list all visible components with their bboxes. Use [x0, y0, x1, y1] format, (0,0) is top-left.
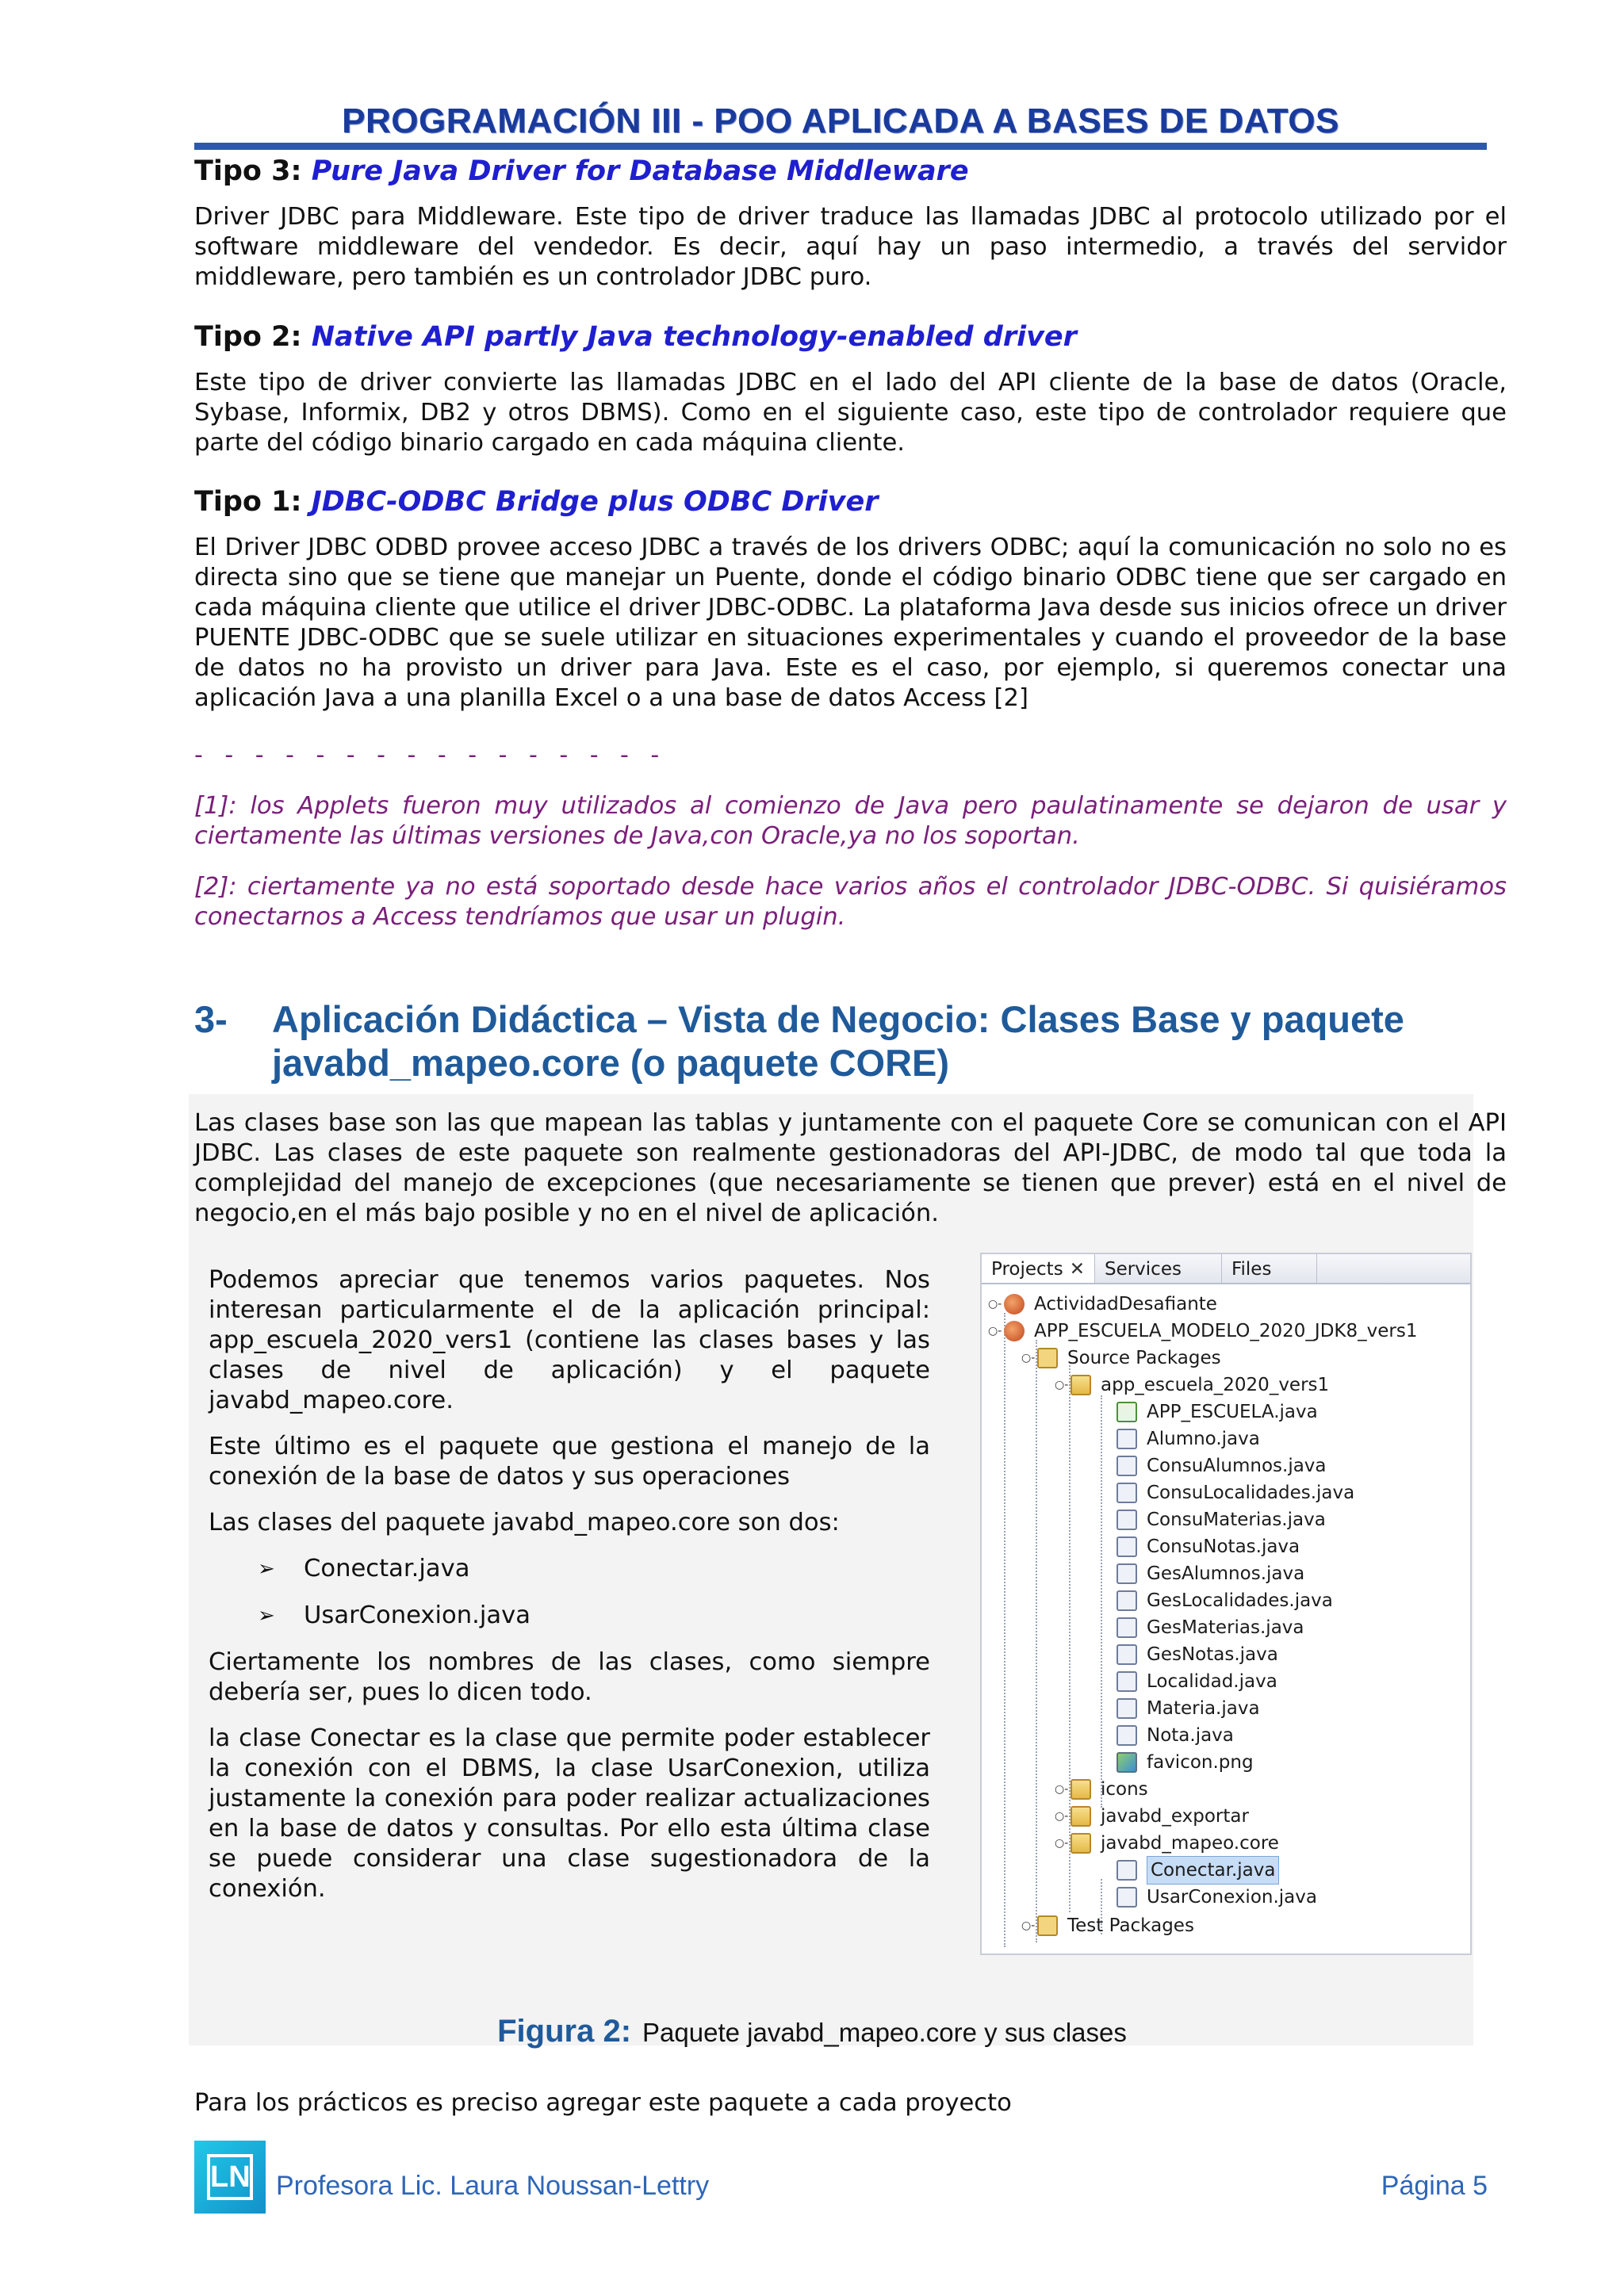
tree-guide-line: [1101, 1395, 1102, 1808]
package-icon: [1071, 1833, 1091, 1854]
section-intro: Las clases base son las que mapean las tablas y juntamente con el paquete Core se comunican con el API JDBC. Las clases de este paquete son realmente gestionadoras del API-JDBC, de modo tal que toda la complejidad del manejo de excepciones (que necesariamente se tienen que prever) está en el nivel de negocio,en el más bajo posible y no en el nivel de aplicación.: [194, 1109, 1507, 1227]
figure-label: Figura 2:: [497, 2014, 632, 2049]
tree-node-label: Localidad.java: [1147, 1671, 1277, 1692]
tree-guide-line: [1036, 1340, 1037, 1942]
tree-node-label: favicon.png: [1147, 1752, 1254, 1773]
java-class-icon: [1116, 1644, 1137, 1665]
tree-node-file[interactable]: [1116, 1668, 1277, 1695]
close-icon[interactable]: ✕: [1069, 1259, 1085, 1280]
java-class-icon: [1116, 1483, 1137, 1503]
tree-node-label: icons: [1101, 1779, 1148, 1800]
java-class-icon: [1116, 1860, 1137, 1881]
page-header-title: PROGRAMACIÓN III - POO APLICADA A BASES DE DATOS: [342, 101, 1339, 140]
section-intro-block: [194, 1108, 1507, 1229]
tree-node-label: javabd_exportar: [1101, 1806, 1249, 1827]
tree-node-file[interactable]: [1116, 1452, 1327, 1479]
bullet-item: [258, 1554, 930, 1584]
tree-node-file[interactable]: [1116, 1399, 1318, 1425]
section-title-line2: javabd_mapeo.core (o paquete CORE): [272, 1042, 950, 1084]
tree-node-label: ConsuNotas.java: [1147, 1536, 1300, 1557]
tree-node-label: app_escuela_2020_vers1: [1101, 1375, 1330, 1395]
java-class-icon: [1116, 1429, 1137, 1449]
tipo1-name: JDBC-ODBC Bridge plus ODBC Driver: [311, 486, 879, 518]
tree-node-label: javabd_mapeo.core: [1101, 1833, 1279, 1854]
tree-node-file[interactable]: [1116, 1479, 1354, 1506]
tree-node-file[interactable]: [1116, 1425, 1260, 1452]
project-tree-panel: [980, 1253, 1472, 1955]
tree-node-file[interactable]: [1116, 1749, 1254, 1776]
tree-node-package[interactable]: [1055, 1776, 1148, 1803]
tree-node-file[interactable]: [1116, 1614, 1304, 1641]
tree-node-file[interactable]: [1116, 1560, 1304, 1587]
closing-paragraph: Para los prácticos es preciso agregar este paquete a cada proyecto: [194, 2089, 1012, 2117]
footnote-separator: - - - - - - - - - - - - - - - -: [194, 741, 667, 769]
package-icon: [1071, 1779, 1091, 1800]
tab-label: Services: [1104, 1259, 1182, 1280]
tipo2-section: [194, 319, 1507, 458]
left-paragraph-1: Podemos apreciar que tenemos varios paquetes. Nos interesan particularmente el de la aplicación principal: app_escuela_2020_vers1 (contiene las clases bases y las clases de nivel de aplicación) y el paquete javabd_mapeo.core.: [209, 1266, 930, 1414]
tree-node-label: ConsuLocalidades.java: [1147, 1483, 1355, 1503]
tree-node-file[interactable]: [1116, 1506, 1326, 1533]
java-class-icon: [1116, 1725, 1137, 1746]
tipo3-name: Pure Java Driver for Database Middleware: [311, 155, 969, 187]
java-class-icon: [1116, 1671, 1137, 1692]
section-heading: [194, 997, 1463, 1085]
footnote-2: [2]: ciertamente ya no está soportado desde hace varios años el controlador JDBC-ODBC. Si quisiéramos conectarnos a Access tendríamos que usar un plugin.: [194, 873, 1507, 931]
tree-node-file[interactable]: [1116, 1722, 1234, 1749]
tree-node-label: ActividadDesafiante: [1034, 1294, 1217, 1314]
logo-mark: LN: [207, 2154, 253, 2200]
left-column: [209, 1265, 930, 1920]
tree-node-label: Conectar.java: [1147, 1856, 1279, 1885]
java-class-icon: [1116, 1563, 1137, 1584]
expanded-toggle-icon[interactable]: ○-: [988, 1325, 1002, 1337]
tab-label: Projects: [991, 1259, 1063, 1280]
tree-node-label: GesAlumnos.java: [1147, 1563, 1305, 1584]
tree-node-project[interactable]: [988, 1318, 1417, 1345]
tree-node-file[interactable]: [1116, 1587, 1333, 1614]
collapsed-toggle-icon[interactable]: ○-: [1055, 1810, 1069, 1823]
tree-node-package[interactable]: [1055, 1372, 1329, 1399]
left-paragraph-2: Este último es el paquete que gestiona el manejo de la conexión de la base de datos y sus operaciones: [209, 1433, 930, 1490]
tree-node-package[interactable]: [1055, 1830, 1279, 1857]
tree-node-file-selected[interactable]: [1116, 1857, 1279, 1884]
tree-node-label: APP_ESCUELA_MODELO_2020_JDK8_vers1: [1034, 1321, 1418, 1341]
tree-node-label: Source Packages: [1067, 1348, 1221, 1368]
tree-node-label: Nota.java: [1147, 1725, 1234, 1746]
footer-page-number: Página 5: [1381, 2171, 1488, 2201]
tree-node-label: ConsuAlumnos.java: [1147, 1456, 1327, 1476]
tree-node-label: Materia.java: [1147, 1698, 1260, 1719]
project-icon: [1004, 1321, 1025, 1341]
tree-node-source-packages[interactable]: [1021, 1912, 1194, 1939]
tree-node-label: Test Packages: [1067, 1915, 1194, 1936]
tipo2-text: Este tipo de driver convierte las llamadas JDBC en el lado del API cliente de la base de datos (Oracle, Sybase, Informix, DB2 y otros DBMS). Como en el siguiente caso, este tipo de controlador requiere que parte del código binario cargado en cada máquina cliente.: [194, 369, 1507, 457]
tree-node-label: GesLocalidades.java: [1147, 1590, 1333, 1611]
main-class-icon: [1116, 1402, 1137, 1422]
tree-node-file[interactable]: [1116, 1533, 1300, 1560]
expanded-toggle-icon[interactable]: ○-: [1021, 1352, 1036, 1364]
tree-node-file[interactable]: [1116, 1884, 1317, 1911]
tipo3-text: Driver JDBC para Middleware. Este tipo de driver traduce las llamadas JDBC al protocolo utilizado por el software middleware del vendedor. Es decir, aquí hay un paso intermedio, a través del servidor middleware, pero también es un controlador JDBC puro.: [194, 203, 1507, 291]
tree-node-label: ConsuMaterias.java: [1147, 1510, 1326, 1530]
section-number: 3-: [194, 998, 228, 1040]
tree-tab-bar: [982, 1254, 1470, 1284]
java-class-icon: [1116, 1617, 1137, 1638]
tipo1-heading: [194, 484, 1507, 520]
java-class-icon: [1116, 1590, 1137, 1611]
tree-node-file[interactable]: [1116, 1695, 1260, 1722]
tipo1-section: [194, 484, 1507, 714]
figure-caption-text: Paquete javabd_mapeo.core y sus clases: [642, 2018, 1127, 2047]
tree-node-package[interactable]: [1055, 1803, 1249, 1830]
image-file-icon: [1116, 1752, 1137, 1773]
expanded-toggle-icon[interactable]: ○-: [1055, 1379, 1069, 1391]
footnote-1: [1]: los Applets fueron muy utilizados al comienzo de Java pero paulatinamente se dejaron de usar y ciertamente las últimas versiones de Java,con Oracle,ya no los soportan.: [194, 792, 1507, 850]
tree-node-project[interactable]: [988, 1291, 1217, 1318]
package-icon: [1071, 1375, 1091, 1395]
tipo3-label: Tipo 3:: [194, 155, 302, 187]
bullet-text: UsarConexion.java: [304, 1601, 530, 1629]
figure-caption: [0, 2014, 1624, 2049]
collapsed-toggle-icon[interactable]: ○-: [1055, 1783, 1069, 1796]
java-class-icon: [1116, 1887, 1137, 1908]
source-packages-icon: [1037, 1348, 1058, 1368]
java-class-icon: [1116, 1456, 1137, 1476]
arrow-bullet-icon: ➢: [258, 1557, 275, 1581]
footnotes: [194, 740, 1507, 932]
tab-services[interactable]: [1095, 1254, 1222, 1283]
tab-label: Files: [1231, 1259, 1272, 1280]
tree-node-file[interactable]: [1116, 1641, 1278, 1668]
expanded-toggle-icon[interactable]: ○-: [1055, 1837, 1069, 1850]
tipo3-heading: [194, 153, 1507, 189]
tree-node-label: UsarConexion.java: [1147, 1887, 1317, 1908]
tipo2-name: Native API partly Java technology-enabled driver: [311, 321, 1077, 353]
left-paragraph-4: Ciertamente los nombres de las clases, como siempre debería ser, pues lo dicen todo.: [209, 1648, 930, 1706]
bullet-text: Conectar.java: [304, 1555, 470, 1582]
tipo1-label: Tipo 1:: [194, 486, 302, 518]
footer-author: Profesora Lic. Laura Noussan-Lettry: [276, 2171, 710, 2201]
bullet-item: [258, 1601, 930, 1631]
tipo3-section: [194, 153, 1507, 293]
arrow-bullet-icon: ➢: [258, 1604, 275, 1628]
tab-projects[interactable]: [982, 1254, 1095, 1283]
section-title-line1: Aplicación Didáctica – Vista de Negocio: Clases Base y paquete: [272, 998, 1404, 1040]
left-paragraph-3: Las clases del paquete javabd_mapeo.core son dos:: [209, 1509, 840, 1536]
source-packages-icon: [1037, 1915, 1058, 1936]
java-class-icon: [1116, 1536, 1137, 1557]
tree-node-source-packages[interactable]: [1021, 1345, 1221, 1372]
left-paragraph-5: la clase Conectar es la clase que permite poder establecer la conexión con el DBMS, la clase UsarConexion, utiliza justamente la conexión para poder realizar actualizaciones en la base de datos y consultas. Por ello esta última clase se puede considerar una clase sugestionadora de la conexión.: [209, 1724, 930, 1903]
project-icon: [1004, 1294, 1025, 1314]
tree-node-label: Alumno.java: [1147, 1429, 1260, 1449]
tree-guide-line: [1004, 1313, 1005, 1947]
author-logo: [194, 2141, 266, 2214]
package-icon: [1071, 1806, 1091, 1827]
tree-node-label: GesNotas.java: [1147, 1644, 1278, 1665]
java-class-icon: [1116, 1510, 1137, 1530]
java-class-icon: [1116, 1698, 1137, 1719]
tree-node-label: APP_ESCUELA.java: [1147, 1402, 1318, 1422]
tab-files[interactable]: [1222, 1254, 1317, 1283]
tree-node-label: GesMaterias.java: [1147, 1617, 1304, 1638]
collapsed-toggle-icon[interactable]: ○-: [1021, 1919, 1036, 1932]
header-rule: [194, 143, 1487, 150]
tipo2-heading: [194, 319, 1507, 355]
collapsed-toggle-icon[interactable]: ○-: [988, 1298, 1002, 1311]
tipo2-label: Tipo 2:: [194, 321, 302, 353]
tipo1-text: El Driver JDBC ODBD provee acceso JDBC a través de los drivers ODBC; aquí la comunicación no solo no es directa sino que se tiene que manejar un Puente, donde el código binario ODBC tiene que ser cargado en cada máquina cliente que utilice el driver JDBC-ODBC. La plataforma Java desde sus inicios ofrece un driver PUENTE JDBC-ODBC que se suele utilizar en situaciones experimentales y cuando el proveedor de la base de datos no ha provisto un driver para Java. Este es el caso, por ejemplo, si queremos conectar una aplicación Java a una planilla Excel o a una base de datos Access [2]: [194, 534, 1507, 712]
